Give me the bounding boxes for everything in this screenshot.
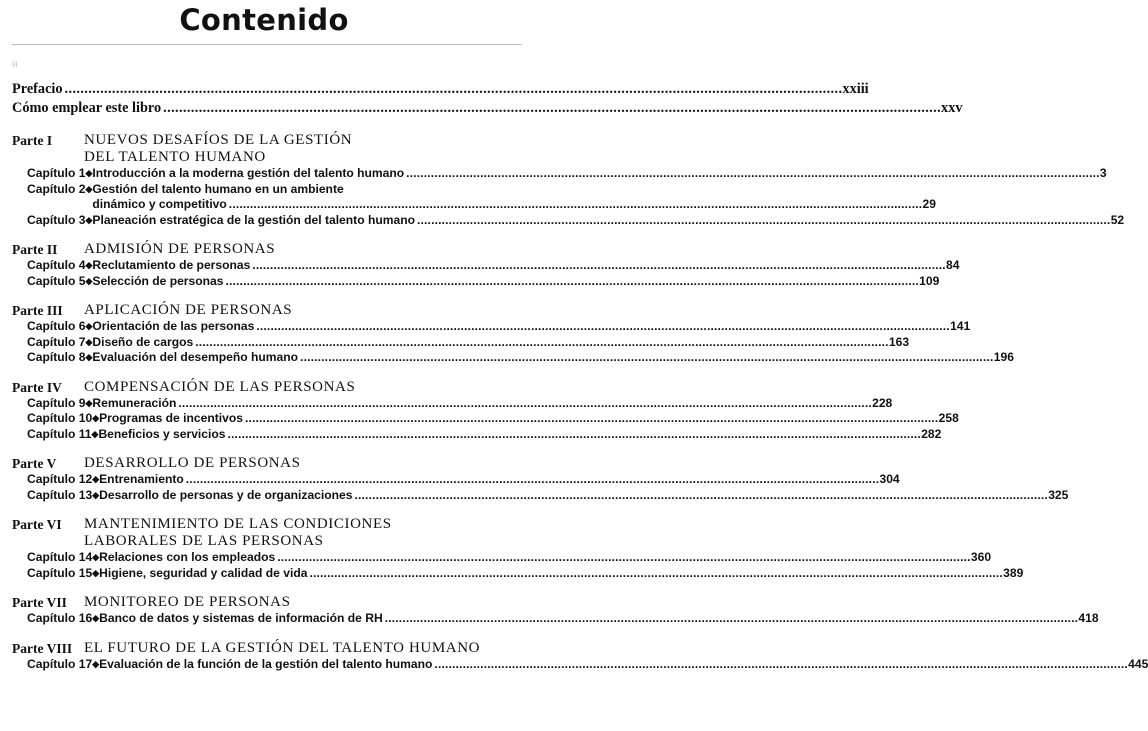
chapter-title: Evaluación del desempeño humano (92, 350, 299, 364)
front-matter-entry[interactable] (12, 81, 869, 100)
part-label: Parte III (12, 303, 63, 318)
page-number: 52 (1110, 212, 1125, 227)
page-number: xxiii (842, 81, 869, 97)
dot-leader (228, 427, 920, 443)
page-number: 360 (970, 550, 992, 564)
part-title-line: EL FUTURO DE LA GESTIÓN DEL TALENTO HUMANO (84, 639, 481, 656)
chapter-body (99, 657, 1148, 673)
part-title-line: NUEVOS DESAFÍOS DE LA GESTIÓN (84, 132, 353, 148)
chapter-title-row (99, 411, 959, 427)
bullet-icon: ◆ (85, 352, 93, 362)
part-label: Parte VII (12, 595, 67, 610)
part-section (12, 241, 960, 289)
front-matter-label: Cómo emplear este libro (12, 100, 162, 116)
part-heading[interactable] (12, 132, 522, 166)
chapter-label: Capítulo 4 (27, 258, 86, 272)
chapter-title-row (99, 657, 1148, 673)
dot-leader (385, 611, 1077, 627)
part-heading[interactable] (12, 516, 522, 550)
chapter-title: Higiene, seguridad y calidad de vida (99, 565, 308, 580)
part-section (12, 132, 1125, 228)
part-label: Parte V (12, 456, 57, 471)
chapter-title: Evaluación de la función de la gestión del talento humano (99, 656, 433, 671)
chapter-label: Capítulo 11 (27, 426, 92, 441)
title-rule (12, 44, 522, 45)
page-number: 3 (1099, 166, 1107, 180)
part-title-line: DEL TALENTO HUMANO (84, 149, 266, 165)
page-number: 141 (950, 319, 971, 333)
page-number: 196 (993, 350, 1014, 364)
chapter-label: Capítulo 9 (27, 395, 86, 410)
bullet-icon: ◆ (85, 397, 93, 408)
page-number: 282 (921, 426, 942, 441)
chapter-title-row (92, 274, 939, 290)
part-title-line: DESARROLLO DE PERSONAS (84, 455, 301, 471)
chapter-title: Orientación de las personas (92, 319, 255, 333)
chapter-body (92, 335, 909, 351)
chapter-body (99, 488, 1068, 504)
chapter-body (92, 319, 970, 335)
bullet-icon: ◆ (92, 474, 100, 484)
chapter-label: Capítulo 6 (27, 319, 86, 333)
part-heading[interactable] (12, 302, 522, 319)
dot-leader (178, 396, 870, 412)
page-marker: iii (12, 60, 18, 69)
chapter-title: Entrenamiento (99, 472, 184, 486)
chapter-label: Capítulo 1 (27, 166, 86, 180)
chapter-label: Capítulo 10 (27, 411, 93, 425)
page-number: 84 (946, 258, 960, 272)
chapter-title-row (92, 197, 936, 213)
chapter-title: Programas de incentivos (99, 411, 243, 425)
part-heading[interactable] (12, 594, 522, 611)
chapter-title: Selección de personas (92, 273, 224, 288)
chapter-title-row (98, 427, 941, 443)
chapter-title-row (92, 213, 1124, 229)
chapter-entry[interactable] (12, 550, 992, 566)
chapter-label: Capítulo 8 (27, 350, 86, 364)
part-title (84, 455, 301, 472)
bullet-icon: ◆ (85, 275, 93, 286)
chapter-body (92, 166, 1106, 182)
chapter-body (99, 411, 959, 427)
chapter-entry[interactable] (12, 273, 940, 290)
page-number: 228 (872, 395, 893, 410)
page-number: 163 (888, 334, 910, 349)
bullet-icon: ◆ (91, 428, 99, 439)
chapter-entry[interactable] (12, 181, 936, 213)
chapter-body (99, 472, 900, 488)
front-matter-label: Prefacio (12, 81, 63, 97)
chapter-label: Capítulo 5 (27, 273, 86, 288)
part-title-line: ADMISIÓN DE PERSONAS (84, 241, 276, 257)
chapter-label: Capítulo 16 (27, 611, 93, 625)
part-title (84, 302, 292, 319)
part-heading[interactable] (12, 379, 522, 396)
part-section (12, 378, 959, 443)
chapter-title-row (92, 319, 970, 335)
part-label: Parte IV (12, 379, 62, 395)
chapter-label: Capítulo 12 (27, 472, 93, 486)
front-matter-entry[interactable] (12, 100, 963, 119)
chapter-entry[interactable] (12, 395, 893, 412)
chapter-label: Capítulo 7 (27, 334, 86, 349)
chapter-title-row (92, 335, 909, 351)
dot-leader (195, 335, 887, 351)
chapter-entry[interactable] (12, 472, 900, 488)
part-section (12, 302, 1014, 366)
chapter-title-row (99, 488, 1068, 504)
table-of-contents (12, 81, 1148, 672)
bullet-icon: ◆ (92, 658, 100, 669)
chapter-title: Desarrollo de personas y de organizaciones (99, 487, 353, 502)
bullet-icon: ◆ (85, 336, 93, 347)
chapter-title: Planeación estratégica de la gestión del talento humano (92, 212, 415, 227)
part-title-line: MONITOREO DE PERSONAS (84, 594, 291, 610)
part-title (84, 132, 352, 166)
chapter-body (92, 274, 939, 290)
dot-leader (277, 550, 969, 566)
dot-leader (406, 166, 1098, 182)
chapter-title-row (99, 566, 1023, 582)
dot-leader (186, 472, 878, 488)
chapter-label: Capítulo 14 (27, 550, 93, 564)
chapter-body (99, 566, 1023, 582)
chapter-entry[interactable] (12, 611, 1099, 627)
part-title (84, 594, 291, 611)
chapter-title: Diseño de cargos (92, 334, 194, 349)
bullet-icon: ◆ (85, 260, 93, 270)
chapter-entry[interactable] (12, 319, 971, 335)
bullet-icon: ◆ (92, 489, 100, 500)
chapter-entry[interactable] (12, 258, 960, 274)
chapter-entry[interactable] (12, 212, 1125, 229)
chapter-label: Capítulo 3 (27, 212, 86, 227)
chapter-title: dinámico y competitivo (92, 197, 227, 211)
part-heading[interactable] (12, 241, 522, 258)
part-section (12, 455, 1069, 503)
chapter-body (92, 396, 892, 412)
page-number: 325 (1048, 487, 1069, 502)
bullet-icon: ◆ (92, 413, 100, 423)
part-section (12, 639, 1148, 673)
chapter-body (92, 258, 959, 274)
dot-leader (252, 258, 944, 274)
chapter-entry[interactable] (12, 334, 910, 351)
page-title: Contenido (179, 3, 349, 37)
part-title-line: MANTENIMIENTO DE LAS CONDICIONES (84, 516, 392, 532)
chapter-body (98, 427, 941, 443)
chapter-entry[interactable] (12, 565, 1024, 582)
chapter-entry[interactable] (12, 487, 1069, 504)
chapter-title: Relaciones con los empleados (99, 550, 276, 564)
bullet-icon: ◆ (92, 567, 100, 578)
part-label: Parte VIII (12, 640, 73, 656)
page-number: xxv (941, 100, 963, 116)
page-number: 109 (919, 273, 940, 288)
part-title (84, 640, 480, 657)
part-label: Parte II (12, 242, 58, 257)
dot-leader (300, 350, 992, 366)
dot-leader (256, 319, 948, 335)
part-title (84, 241, 275, 258)
chapter-title-row (99, 472, 900, 488)
dot-leader (163, 100, 939, 117)
page-number: 418 (1078, 611, 1099, 625)
chapter-body (92, 213, 1124, 229)
chapter-entry[interactable] (12, 426, 942, 443)
chapter-title-row (92, 258, 959, 274)
chapter-label: Capítulo 13 (27, 487, 93, 502)
bullet-icon: ◆ (85, 183, 93, 194)
page-number: 389 (1003, 565, 1024, 580)
chapter-title-line: Gestión del talento humano en un ambiente (92, 181, 344, 196)
chapter-entry[interactable] (12, 656, 1148, 673)
bullet-icon: ◆ (85, 321, 93, 331)
chapter-body (99, 550, 991, 566)
dot-leader (65, 81, 841, 98)
chapter-label: Capítulo 15 (27, 565, 93, 580)
chapter-title: Beneficios y servicios (98, 426, 226, 441)
part-heading[interactable] (12, 640, 522, 657)
part-title (84, 516, 392, 550)
dot-leader (434, 657, 1126, 673)
page-number: 29 (922, 197, 936, 211)
chapter-title: Reclutamiento de personas (92, 258, 251, 272)
part-heading[interactable] (12, 455, 522, 472)
part-section (12, 516, 1024, 581)
chapter-title-row (99, 611, 1099, 627)
chapter-body (92, 182, 936, 213)
chapter-title: Introducción a la moderna gestión del talento humano (92, 166, 405, 180)
dot-leader (355, 488, 1047, 504)
chapter-title-row (92, 396, 892, 412)
bullet-icon: ◆ (85, 168, 93, 178)
dot-leader (225, 274, 917, 290)
bullet-icon: ◆ (85, 214, 93, 225)
chapter-title-row (99, 550, 991, 566)
part-title (84, 379, 355, 396)
chapter-title: Remuneración (92, 395, 177, 410)
page-number: 304 (879, 472, 900, 486)
part-title-line: APLICACIÓN DE PERSONAS (84, 302, 293, 318)
page-number: 258 (938, 411, 959, 425)
dot-leader (309, 566, 1001, 582)
chapter-entry[interactable] (12, 411, 959, 427)
part-title-line: LABORALES DE LAS PERSONAS (84, 533, 324, 549)
bullet-icon: ◆ (92, 613, 100, 623)
dot-leader (417, 213, 1109, 229)
part-label: Parte VI (12, 517, 62, 532)
chapter-body (92, 350, 1014, 366)
bullet-icon: ◆ (92, 552, 100, 562)
dot-leader (229, 197, 921, 213)
chapter-title-row (92, 350, 1014, 366)
part-section (12, 594, 1099, 627)
chapter-body (99, 611, 1099, 627)
dot-leader (245, 411, 937, 427)
page-number: 445 (1128, 656, 1148, 671)
part-title-line: COMPENSACIÓN DE LAS PERSONAS (84, 378, 356, 395)
part-label: Parte I (12, 133, 53, 148)
chapter-label: Capítulo 17 (27, 656, 93, 671)
chapter-entry[interactable] (12, 350, 1014, 366)
chapter-entry[interactable] (12, 166, 1107, 182)
chapter-title: Banco de datos y sistemas de información de RH (99, 611, 383, 625)
chapter-label: Capítulo 2 (27, 181, 86, 196)
chapter-title-row (92, 166, 1106, 182)
